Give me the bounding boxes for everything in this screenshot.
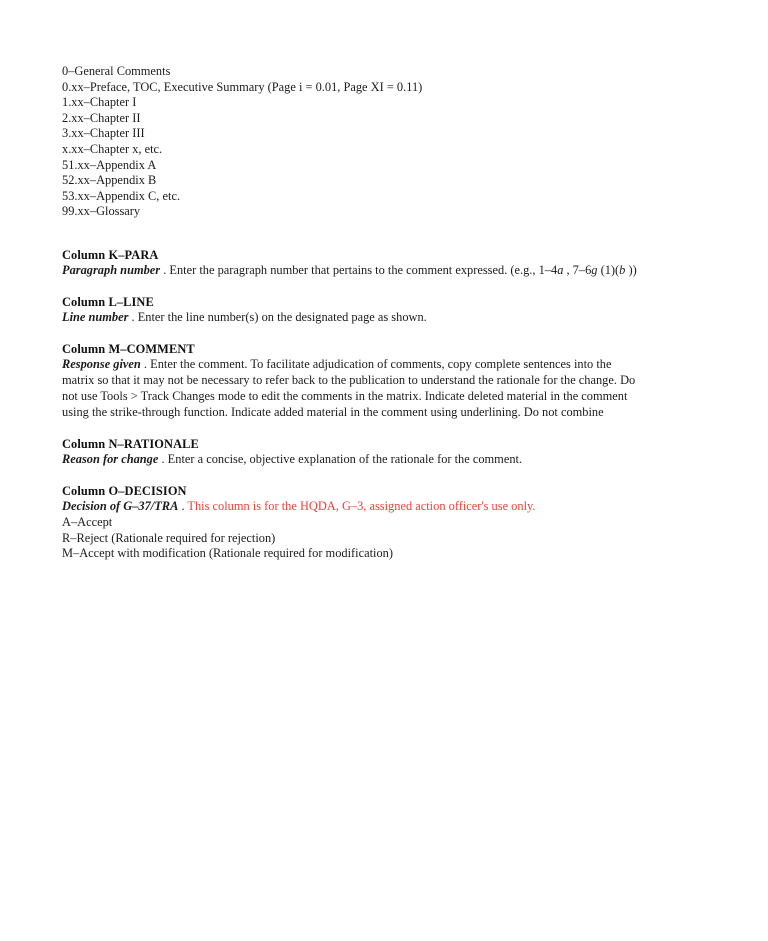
list-item: 53.xx–Appendix C, etc. [62,188,181,203]
document-content [62,64,662,562]
section-column-l [62,295,662,327]
section-lead-term: Reason for change [62,452,159,467]
decision-option: A–Accept [62,515,113,530]
decision-option: R–Reject (Rationale required for rejection) [62,530,276,545]
section-body-text: . Enter the line number(s) on the designated page as shown. [128,310,427,325]
section-spacer [62,236,662,248]
numbering-list [62,64,662,220]
list-item: 0–General Comments [62,64,171,78]
list-item: 99.xx–Glossary [62,204,141,219]
section-body-text: . [178,499,188,514]
section-body-text: )) [625,263,637,278]
example-italic-g: g [591,263,598,278]
section-body [62,263,640,279]
section-lead-term: Response given [62,357,141,372]
decision-option: M–Accept with modification (Rationale required for modification) [62,546,394,561]
section-heading: Column N–RATIONALE [62,436,199,451]
section-lead-term: Decision of G–37/TRA [62,499,179,514]
section-column-k [62,248,662,280]
section-body [62,499,640,515]
section-body-text: . Enter the comment. To facilitate adjudication of comments, copy complete sentences into the matrix so that it may not be necessary to refer back to the publication to understand the rationale for the change. Do not use Tools > Track Changes mode to edit the comments in the matrix. Indicate deleted material in the comment using the strike-through function. Indicate added material in the comment using underlining. Do not combine [62,357,636,420]
list-item: 52.xx–Appendix B [62,173,157,188]
section-spacer [62,220,662,236]
section-body [62,357,640,421]
section-body [62,452,640,468]
section-spacer [62,468,662,484]
list-item: 51.xx–Appendix A [62,157,157,172]
restricted-use-notice: This column is for the HQDA, G–3, assigned action officer's use only. [187,499,536,514]
example-italic-a: a [557,263,564,278]
section-spacer [62,279,662,295]
section-heading: Column O–DECISION [62,483,187,498]
section-body-text: , 7–6 [563,263,592,278]
section-heading: Column K–PARA [62,247,159,262]
list-item: x.xx–Chapter x, etc. [62,141,163,156]
section-body [62,310,640,326]
section-column-o [62,484,662,562]
section-column-n [62,437,662,469]
list-item: 1.xx–Chapter I [62,95,137,110]
section-lead-term: Paragraph number [62,263,161,278]
section-body-text: (1)( [597,263,620,278]
section-lead-term: Line number [62,310,129,325]
section-heading: Column L–LINE [62,294,154,309]
section-body-text: . Enter the paragraph number that pertains to the comment expressed. (e.g., 1–4 [160,263,558,278]
list-item: 3.xx–Chapter III [62,126,145,141]
section-spacer [62,326,662,342]
list-item: 2.xx–Chapter II [62,110,141,125]
section-spacer [62,421,662,437]
list-item: 0.xx–Preface, TOC, Executive Summary (Page i = 0.01, Page XI = 0.11) [62,79,423,94]
section-heading: Column M–COMMENT [62,341,195,356]
section-body-text: . Enter a concise, objective explanation of the rationale for the comment. [158,452,523,467]
example-italic-b: b [619,263,626,278]
section-column-m [62,342,662,421]
